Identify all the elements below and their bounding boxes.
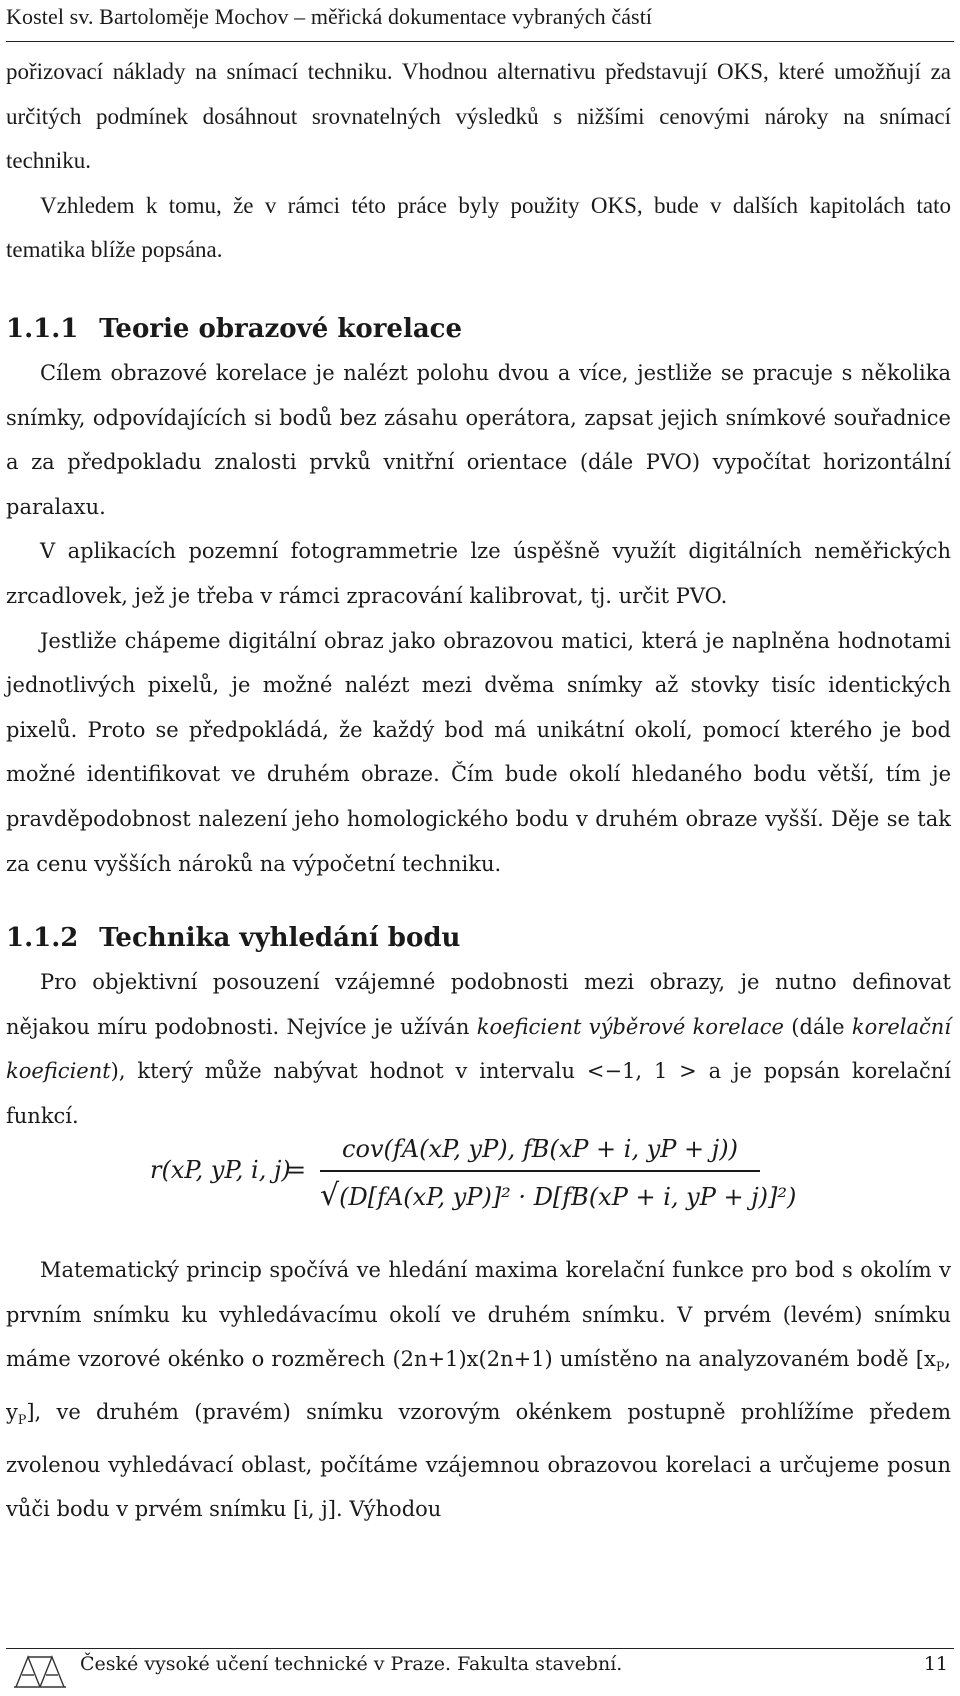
intro-paragraph-2: Vzhledem k tomu, že v rámci této práce byly použity OKS, bude v dalších kapitolách tato tematika blíže popsána. bbox=[6, 192, 951, 263]
formula-lhs: r(xP, yP, i, j) bbox=[150, 1156, 291, 1184]
text-run: Matematický princip spočívá ve hledání maxima korelační funkce pro bod s okolím v prvním snímku ku vyhledávacímu okolí ve druhém snímku. V prvém (levém) snímku máme vzorové okénko o rozměrech (2n+1)x(2n+1) umístěno na analyzovaném bodě [x bbox=[6, 1258, 951, 1372]
formula-numerator: cov(fA(xP, yP), fB(xP + i, yP + j)) bbox=[342, 1135, 738, 1163]
text-run: , y bbox=[6, 1347, 951, 1424]
text-run: ], ve druhém (pravém) snímku vzorovým okénkem postupně prohlížíme předem zvolenou vyhledávací oblast, počítáme vzájemnou obrazovou korelaci a určujeme posun vůči bodu v prvém snímku [i, j]. Výhodou bbox=[6, 1399, 951, 1522]
text-run: ), který může nabývat hodnot v intervalu <−1, 1 > a je popsán korelační funkcí. bbox=[6, 1059, 951, 1128]
fraction-bar bbox=[320, 1170, 760, 1172]
correlation-formula bbox=[150, 1130, 797, 1220]
formula-denominator-row bbox=[320, 1176, 797, 1217]
sqrt-icon: √ bbox=[320, 1177, 340, 1213]
intro-paragraph-1: pořizovací náklady na snímací techniku. Vhodnou alternativu představují OKS, které umožňují za určitých podmínek dosáhnout srovnatelných výsledků s nižšími cenovými nároky na snímací techniku. bbox=[6, 59, 951, 174]
section-title: Technika vyhledání bodu bbox=[99, 923, 461, 954]
formula-denominator: (D[fA(xP, yP)]² · D[fB(xP + i, yP + j)]²) bbox=[339, 1182, 797, 1211]
header-title: Kostel sv. Bartoloměje Mochov – měřická dokumentace vybraných částí bbox=[6, 4, 653, 29]
page-header bbox=[6, 2, 954, 42]
emphasis-term: korelační koeficient bbox=[6, 1014, 951, 1084]
section-2-paragraph-1 bbox=[6, 960, 951, 1138]
text-run: Pro objektivní posouzení vzájemné podobnosti mezi obrazy, je nutno definovat nějakou míru podobnosti. Nejvíce je užíván bbox=[6, 970, 951, 1039]
page-content bbox=[6, 50, 951, 1138]
page-footer bbox=[6, 1648, 954, 1692]
subscript: P bbox=[17, 1412, 27, 1428]
section-1-paragraph-2: V aplikacích pozemní fotogrammetrie lze úspěšně využít digitálních neměřických zrcadlovek, jež je třeba v rámci zpracování kalibrovat, tj. určit PVO. bbox=[6, 539, 951, 608]
formula-fraction bbox=[320, 1130, 797, 1217]
cvut-logo-icon bbox=[10, 1651, 70, 1691]
emphasis-term: koeficient výběrové korelace bbox=[476, 1014, 784, 1039]
section-title: Teorie obrazové korelace bbox=[99, 313, 463, 344]
formula-equals: = bbox=[286, 1156, 307, 1184]
section-1-paragraph-1: Cílem obrazové korelace je nalézt polohu dvou a více, jestliže se pracuje s několika snímky, odpovídajících si bodů bez zásahu operátora, zapsat jejich snímkové souřadnice a za předpokladu znalosti prvků vnitřní orientace (dále PVO) vypočítat horizontální paralaxu. bbox=[6, 360, 951, 519]
text-run: (dále bbox=[783, 1014, 852, 1039]
section-number: 1.1.2 bbox=[6, 923, 79, 954]
subscript: P bbox=[935, 1359, 945, 1375]
footer-institution: České vysoké učení technické v Praze. Fakulta stavební. bbox=[80, 1653, 623, 1675]
section-number: 1.1.1 bbox=[6, 313, 79, 344]
section-1-paragraph-3: Jestliže chápeme digitální obraz jako obrazovou matici, která je naplněna hodnotami jednotlivých pixelů, je možné nalézt mezi dvěma snímky až stovky tisíc identických pixelů. Proto se předpokládá, že každý bod má unikátní okolí, pomocí kterého je bod možné identifikovat ve druhém obraze. Čím bude okolí hledaného bodu větší, tím je pravděpodobnost nalezení jeho homologického bodu v druhém obraze vyšší. Děje se tak za cenu vyšších nároků na výpočetní techniku. bbox=[6, 628, 951, 876]
section-heading-technika bbox=[6, 916, 951, 960]
page-number: 11 bbox=[923, 1653, 948, 1675]
section-heading-teorie bbox=[6, 307, 951, 351]
section-2-paragraph-2 bbox=[6, 1248, 951, 1532]
page-content-lower bbox=[6, 1248, 951, 1532]
